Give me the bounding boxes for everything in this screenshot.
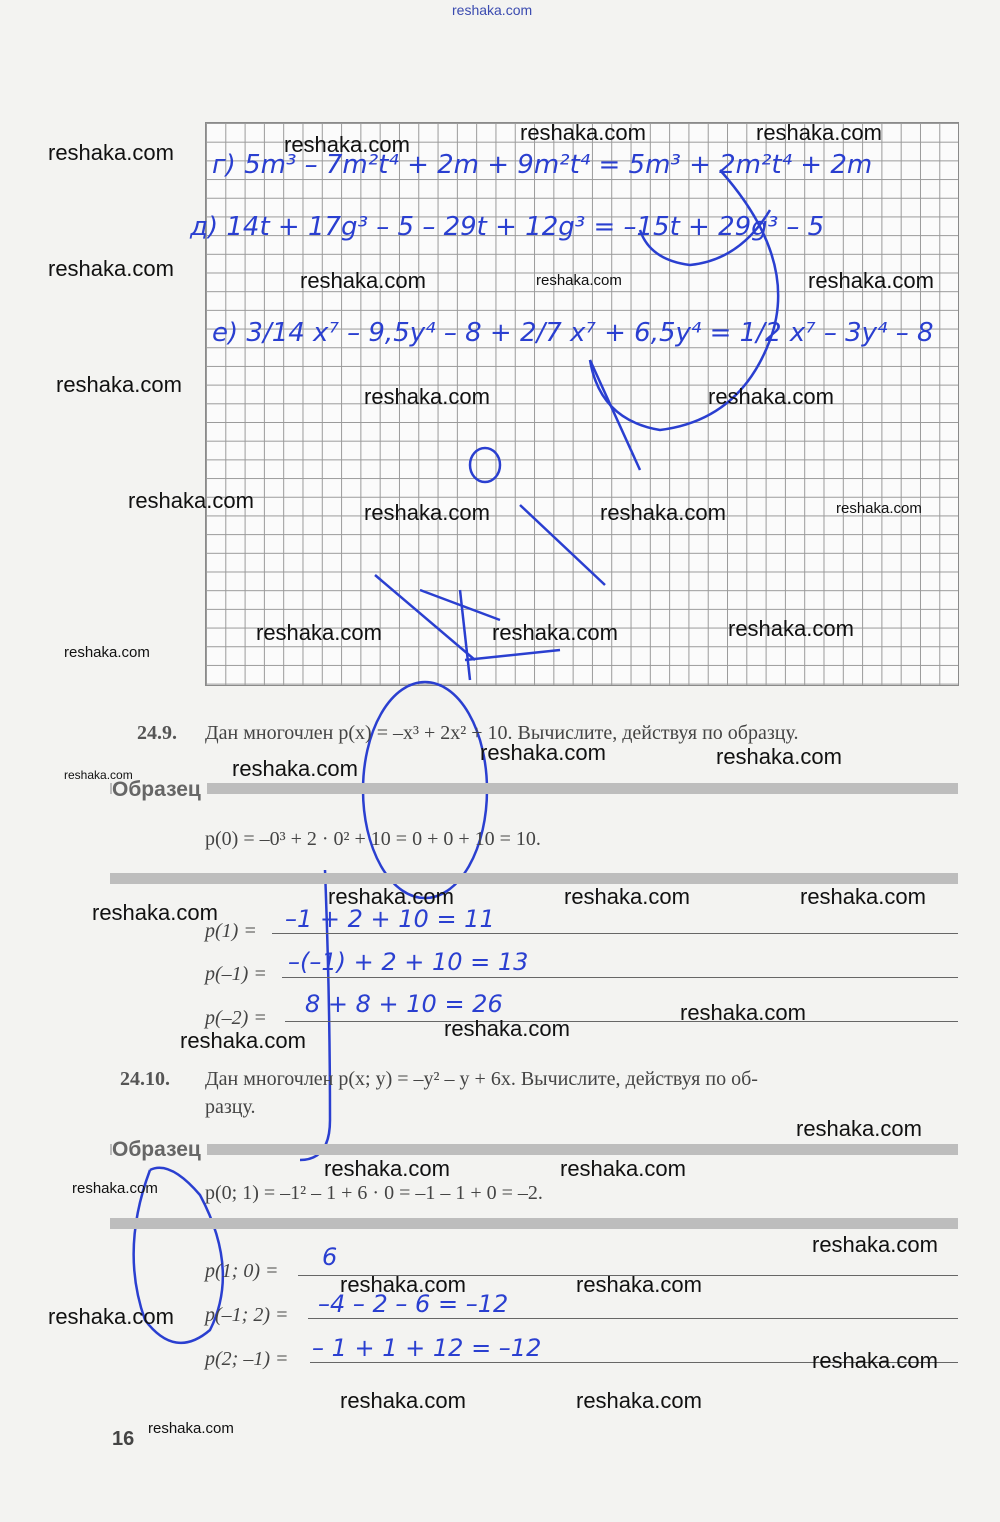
handwritten-answer-g: г) 5m³ – 7m²t⁴ + 2m + 9m²t⁴ = 5m³ + 2m²t⁴ + 2m bbox=[212, 150, 873, 180]
handwritten-answer-qm12: –4 – 2 – 6 = –12 bbox=[318, 1290, 509, 1318]
watermark: reshaka.com bbox=[284, 132, 410, 157]
watermark: reshaka.com bbox=[812, 1232, 938, 1257]
watermark: reshaka.com bbox=[536, 272, 622, 289]
sample-label-24-9: Образец bbox=[112, 778, 207, 802]
watermark: reshaka.com bbox=[716, 744, 842, 769]
watermark: reshaka.com bbox=[600, 500, 726, 525]
watermark: reshaka.com bbox=[364, 384, 490, 409]
watermark: reshaka.com bbox=[148, 1420, 234, 1437]
watermark: reshaka.com bbox=[328, 884, 454, 909]
watermark: reshaka.com bbox=[48, 140, 174, 165]
handwritten-answer-pm1: –(–1) + 2 + 10 = 13 bbox=[288, 948, 529, 976]
handwritten-answer-q10: 6 bbox=[322, 1243, 338, 1271]
answer-label-q10: p(1; 0) = bbox=[205, 1260, 279, 1282]
answer-label-pm2: p(–2) = bbox=[205, 1007, 267, 1029]
watermark: reshaka.com bbox=[808, 268, 934, 293]
handwritten-answer-p1: –1 + 2 + 10 = 11 bbox=[285, 905, 495, 933]
watermark: reshaka.com bbox=[48, 256, 174, 281]
watermark: reshaka.com bbox=[48, 1304, 174, 1329]
watermark: reshaka.com bbox=[560, 1156, 686, 1181]
watermark: reshaka.com bbox=[756, 120, 882, 145]
watermark: reshaka.com bbox=[64, 768, 133, 782]
watermark: reshaka.com bbox=[680, 1000, 806, 1025]
watermark: reshaka.com bbox=[324, 1156, 450, 1181]
answer-label-q2m1: p(2; –1) = bbox=[205, 1348, 289, 1370]
watermark: reshaka.com bbox=[300, 268, 426, 293]
watermark: reshaka.com bbox=[812, 1348, 938, 1373]
watermark: reshaka.com bbox=[444, 1016, 570, 1041]
answer-line-pm2 bbox=[285, 1021, 958, 1022]
sample-band-bottom-2 bbox=[110, 1218, 958, 1229]
watermark: reshaka.com bbox=[256, 620, 382, 645]
task-text-24-10-line2: разцу. bbox=[205, 1096, 256, 1118]
answer-label-p1: p(1) = bbox=[205, 920, 257, 942]
answer-line-p1 bbox=[272, 933, 958, 934]
answer-line-pm1 bbox=[282, 977, 958, 978]
watermark: reshaka.com bbox=[728, 616, 854, 641]
watermark: reshaka.com bbox=[492, 620, 618, 645]
watermark: reshaka.com bbox=[708, 384, 834, 409]
task-number-24-10: 24.10. bbox=[120, 1068, 170, 1090]
watermark: reshaka.com bbox=[180, 1028, 306, 1053]
watermark: reshaka.com bbox=[92, 900, 218, 925]
watermark: reshaka.com bbox=[364, 500, 490, 525]
top-watermark: reshaka.com bbox=[452, 2, 533, 18]
watermark: reshaka.com bbox=[64, 644, 150, 661]
answer-line-qm12 bbox=[308, 1318, 958, 1319]
handwritten-answer-q2m1: – 1 + 1 + 12 = –12 bbox=[312, 1334, 542, 1362]
watermark: reshaka.com bbox=[480, 740, 606, 765]
watermark: reshaka.com bbox=[576, 1388, 702, 1413]
task-number-24-9: 24.9. bbox=[137, 722, 177, 744]
answer-label-pm1: p(–1) = bbox=[205, 963, 267, 985]
sample-label-24-10: Образец bbox=[112, 1138, 207, 1162]
watermark: reshaka.com bbox=[340, 1388, 466, 1413]
page-number: 16 bbox=[112, 1428, 135, 1450]
watermark: reshaka.com bbox=[576, 1272, 702, 1297]
watermark: reshaka.com bbox=[72, 1180, 158, 1197]
task-text-24-10-line1: Дан многочлен p(x; y) = –y² – y + 6x. Вычислите, действуя по об- bbox=[205, 1068, 758, 1090]
watermark: reshaka.com bbox=[232, 756, 358, 781]
watermark: reshaka.com bbox=[800, 884, 926, 909]
watermark: reshaka.com bbox=[564, 884, 690, 909]
sample-text-24-9: p(0) = –0³ + 2 · 0² + 10 = 0 + 0 + 10 = 10. bbox=[205, 828, 541, 850]
sample-band-top-2 bbox=[110, 1144, 958, 1155]
sample-band-top bbox=[110, 783, 958, 794]
watermark: reshaka.com bbox=[836, 500, 922, 517]
handwritten-answer-e: е) 3/14 x⁷ – 9,5y⁴ – 8 + 2/7 x⁷ + 6,5y⁴ = 1/2 x⁷ – 3y⁴ – 8 bbox=[212, 318, 934, 348]
watermark: reshaka.com bbox=[56, 372, 182, 397]
handwritten-answer-d: д) 14t + 17g³ – 5 – 29t + 12g³ = –15t + 29g³ – 5 bbox=[190, 212, 825, 242]
watermark: reshaka.com bbox=[796, 1116, 922, 1141]
answer-label-qm12: p(–1; 2) = bbox=[205, 1304, 289, 1326]
sample-text-24-10: p(0; 1) = –1² – 1 + 6 · 0 = –1 – 1 + 0 = –2. bbox=[205, 1182, 543, 1204]
sample-band-bottom bbox=[110, 873, 958, 884]
watermark: reshaka.com bbox=[520, 120, 646, 145]
watermark: reshaka.com bbox=[340, 1272, 466, 1297]
task-text-24-9: Дан многочлен p(x) = –x³ + 2x² + 10. Вычислите, действуя по образцу. bbox=[205, 722, 799, 744]
handwritten-answer-pm2: 8 + 8 + 10 = 26 bbox=[305, 990, 503, 1018]
watermark: reshaka.com bbox=[128, 488, 254, 513]
